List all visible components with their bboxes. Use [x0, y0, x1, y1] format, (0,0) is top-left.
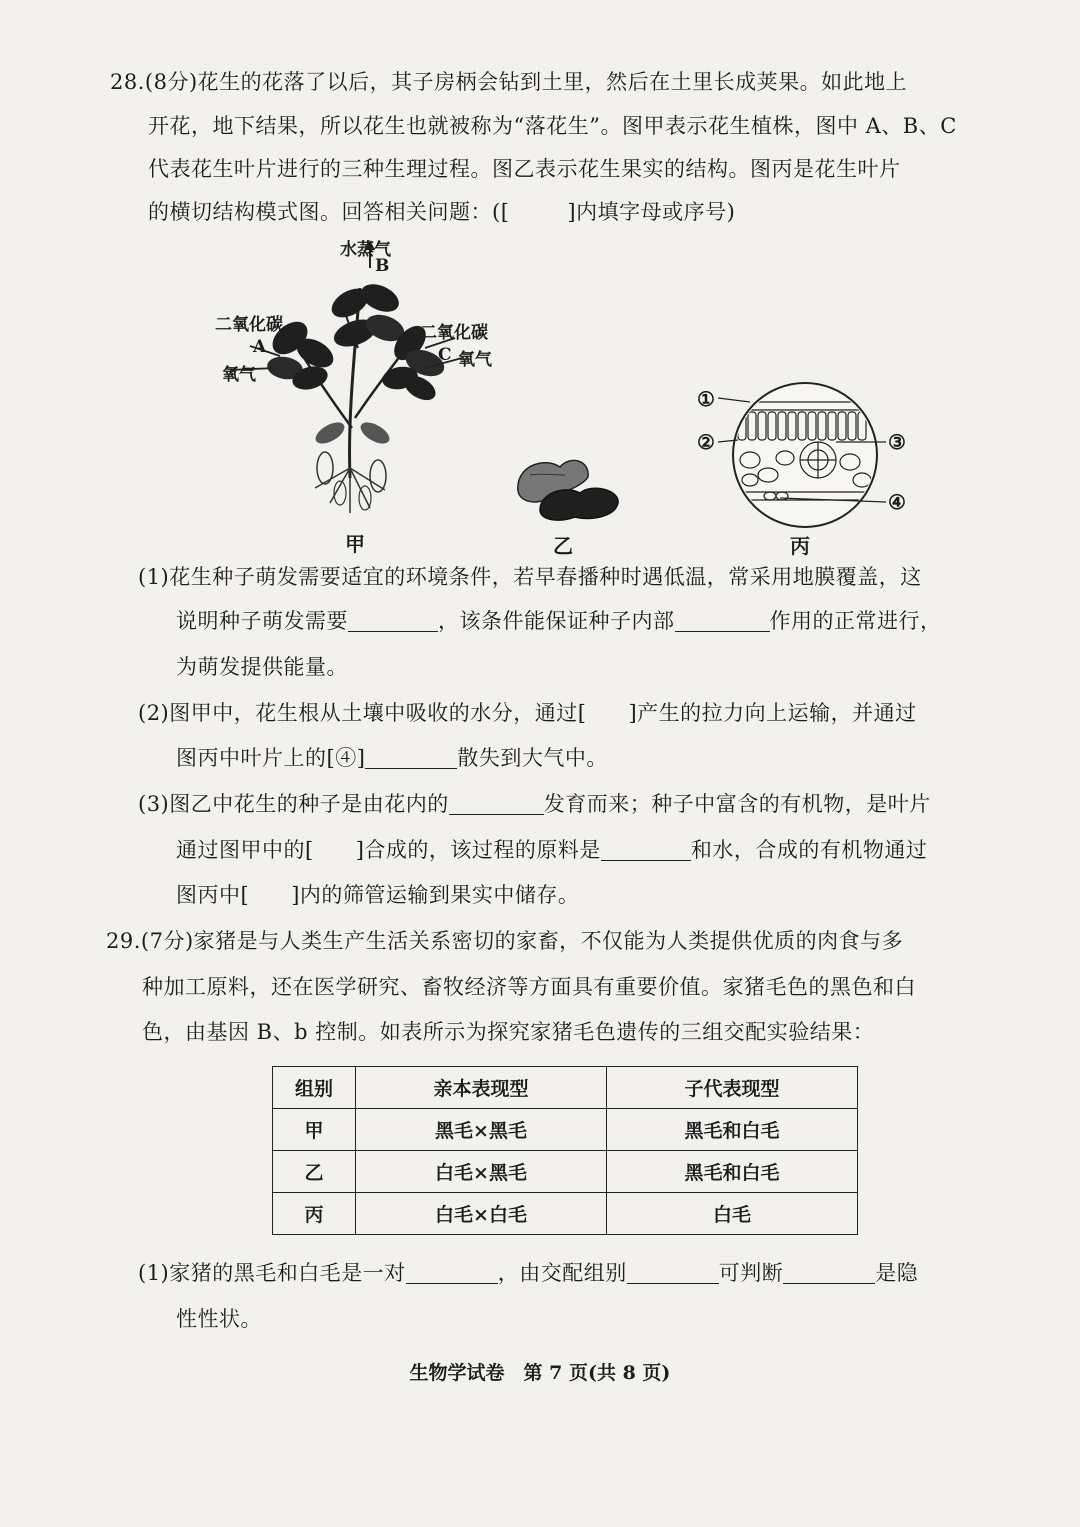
label-water-vapor: 水蒸气: [340, 240, 391, 260]
q28-sub3-text-d: ]合成的，该过程的原料是: [355, 838, 601, 862]
q29-sub1-line-2: 性性状。: [176, 1307, 262, 1331]
q28-sub1-line-1: (1)花生种子萌发需要适宜的环境条件，若早春播种时遇低温，常采用地膜覆盖，这: [138, 565, 922, 589]
table-header-row: [273, 1067, 858, 1109]
q28-sub2-text-c: 图丙中叶片上的[④]: [176, 746, 366, 770]
cell-offspring: 黑毛和白毛: [607, 1109, 858, 1151]
table-row: [273, 1193, 858, 1235]
label-n1: ①: [697, 387, 715, 411]
q28-line-4: [148, 197, 735, 227]
q28-sub2-text-d: 散失到大气中。: [457, 746, 608, 770]
answer-blank-trait-pair[interactable]: [406, 1261, 498, 1284]
q28-line-1: 28.(8分)花生的花落了以后，其子房柄会钻到土里，然后在土里长成荚果。如此地上: [110, 70, 908, 94]
cell-group: 甲: [273, 1109, 356, 1151]
q28-line-4b: ]内填字母或序号): [567, 200, 736, 224]
q29-sub1-text-a: (1)家猪的黑毛和白毛是一对: [138, 1261, 406, 1285]
q29-sub1-text-c: 可判断: [718, 1261, 784, 1285]
q28-line-2: 开花，地下结果，所以花生也就被称为“落花生”。图甲表示花生植株，图中 A、B、C: [148, 114, 957, 138]
answer-blank-recessive-trait[interactable]: [783, 1261, 875, 1284]
q28-sub2-text-b: ]产生的拉力向上运输，并通过: [628, 701, 917, 725]
q28-sub1-text-a: 说明种子萌发需要: [176, 609, 348, 633]
q28-sub1-line-3: 为萌发提供能量。: [176, 655, 348, 679]
label-o2-right: 氧气: [458, 350, 492, 370]
answer-blank-ovule[interactable]: [449, 792, 544, 815]
label-n4: ④: [888, 490, 906, 514]
cell-parent: 白毛×黑毛: [356, 1151, 607, 1193]
q28-sub3-line-3: [176, 880, 579, 910]
header-parent-phenotype: 亲本表现型: [356, 1067, 607, 1109]
figure-yi-peanut-fruit: [510, 445, 630, 525]
q29-line-1: 29.(7分)家猪是与人类生产生活关系密切的家畜，不仅能为人类提供优质的肉食与多: [106, 929, 904, 953]
q29-sub1-text-d: 是隐: [875, 1261, 919, 1285]
answer-blank-group[interactable]: [627, 1261, 719, 1284]
table-row: [273, 1151, 858, 1193]
q28-sub3-text-b: 发育而来；种子中富含的有机物，是叶片: [543, 792, 931, 816]
label-n3: ③: [888, 430, 906, 454]
q29-line-3: 色，由基因 B、b 控制。如表所示为探究家猪毛色遗传的三组交配实验结果：: [142, 1020, 875, 1044]
q28-sub1-text-c: 作用的正常进行，: [769, 609, 942, 633]
label-yi: 乙: [553, 534, 573, 558]
header-offspring-phenotype: 子代表现型: [607, 1067, 858, 1109]
label-co2-left: 二氧化碳: [215, 315, 283, 335]
table-row: [273, 1109, 858, 1151]
q29-line-2: 种加工原料，还在医学研究、畜牧经济等方面具有重要价值。家猪毛色的黑色和白: [142, 975, 916, 999]
answer-blank-process[interactable]: [675, 609, 770, 632]
answer-blank-stomata[interactable]: [365, 746, 457, 769]
q28-sub1-text-b: ，该条件能保证种子内部: [438, 609, 675, 633]
q28-line-3: 代表花生叶片进行的三种生理过程。图乙表示花生果实的结构。图丙是花生叶片: [148, 157, 901, 181]
header-group: 组别: [273, 1067, 356, 1109]
label-B: B: [375, 256, 390, 276]
q28-sub3-text-a: (3)图乙中花生的种子是由花内的: [138, 792, 449, 816]
cell-offspring: 白毛: [607, 1193, 858, 1235]
q28-sub3-text-g: ]内的筛管运输到果实中储存。: [291, 883, 580, 907]
cell-parent: 白毛×白毛: [356, 1193, 607, 1235]
q28-sub2-line-2: [176, 743, 608, 773]
q28-sub3-line-1: [138, 789, 931, 819]
label-o2-left: 氧气: [222, 365, 256, 385]
q29-sub1-text-b: ，由交配组别: [497, 1261, 627, 1285]
cell-group: 乙: [273, 1151, 356, 1193]
cell-parent: 黑毛×黑毛: [356, 1109, 607, 1151]
q28-sub3-text-c: 通过图甲中的[: [176, 838, 314, 862]
cell-group: 丙: [273, 1193, 356, 1235]
figure-bing-leaf-cross-section: [690, 380, 920, 530]
q28-line-4a: 的横切结构模式图。回答相关问题：([: [148, 200, 510, 224]
cell-offspring: 黑毛和白毛: [607, 1151, 858, 1193]
q28-sub2-line-1: [138, 698, 917, 728]
label-A: A: [253, 337, 267, 357]
label-C: C: [438, 345, 452, 365]
q28-sub1-line-2: [176, 606, 942, 636]
q29-sub1-line-1: [138, 1258, 918, 1288]
label-bing: 丙: [790, 534, 810, 558]
page-footer: 生物学试卷 第 7 页(共 8 页): [409, 1362, 671, 1384]
q28-sub3-text-e: 和水，合成的有机物通过: [690, 838, 928, 862]
label-co2-right: 二氧化碳: [420, 323, 488, 343]
q28-sub2-text-a: (2)图甲中，花生根从土壤中吸收的水分，通过[: [138, 701, 587, 725]
label-jia: 甲: [345, 532, 365, 556]
q28-sub3-text-f: 图丙中[: [176, 883, 250, 907]
answer-blank-raw-material[interactable]: [601, 838, 691, 861]
q28-sub3-line-2: [176, 835, 927, 865]
answer-blank-germination-condition[interactable]: [348, 609, 438, 632]
label-n2: ②: [697, 430, 715, 454]
breeding-results-table: [272, 1066, 858, 1235]
